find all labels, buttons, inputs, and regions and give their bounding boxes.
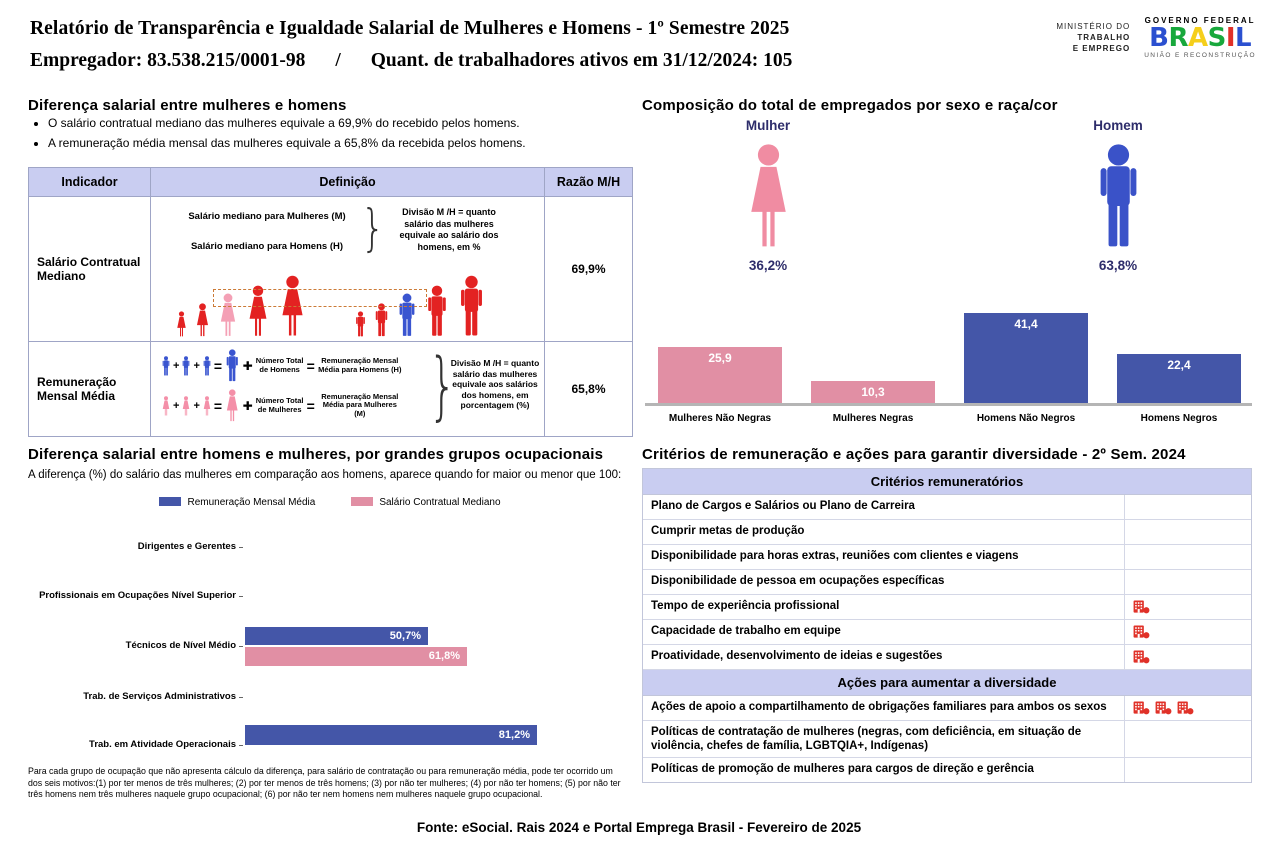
page-title: Relatório de Transparência e Igualdade Salarial de Mulheres e Homens - 1º Semestre 2025 (30, 18, 790, 39)
table-row (29, 342, 633, 437)
male-percentage: 63,8% (1098, 258, 1138, 273)
company-icon (1133, 701, 1150, 715)
criteria-row (643, 520, 1251, 545)
female-figure-icon (224, 389, 241, 422)
salary-indicators-table (28, 167, 633, 437)
occupation-label: Trab. de Serviços Administrativos (83, 691, 236, 702)
criteria-row (643, 758, 1251, 782)
male-figure-icon (224, 349, 241, 382)
average-formulas (161, 349, 403, 422)
legend-swatch (159, 497, 181, 506)
female-figure-icon (202, 396, 212, 416)
total-label: Número Total de Homens (255, 356, 304, 374)
criteria-row (643, 545, 1251, 570)
criteria-label: Cumprir metas de produção (651, 525, 805, 537)
occupation-label: Técnicos de Nível Médio (125, 640, 236, 651)
criteria-table (642, 468, 1252, 783)
brace-glyph: } (360, 199, 385, 257)
axis-tick (239, 745, 243, 746)
brasil-logo (1144, 16, 1256, 59)
formula-line (161, 349, 403, 382)
median-highlight-box (213, 289, 427, 307)
plus-icon: + (193, 399, 200, 412)
equals-icon: = (306, 397, 315, 414)
criteria-label: Capacidade de trabalho em equipe (651, 625, 841, 637)
definition-diagram-median (151, 197, 545, 342)
male-figure-icon (456, 275, 487, 337)
occupation-label: Profissionais em Ocupações Nível Superior (39, 590, 236, 601)
criteria-label: Políticas de contratação de mulheres (negras, com deficiência, em situação de violência, chefes de família, LGBTQIA+, Indígenas) (651, 726, 1082, 752)
axis-tick (239, 646, 243, 647)
uniao-tagline: UNIÃO E RECONSTRUÇÃO (1144, 52, 1256, 59)
bar-2 (964, 313, 1088, 403)
axis-tick (239, 596, 243, 597)
axis-tick (239, 547, 243, 548)
female-percentage: 36,2% (748, 258, 788, 273)
brace-glyph: } (428, 343, 457, 429)
table-row (29, 197, 633, 342)
x-axis-line (645, 403, 1252, 406)
criteria-icons (1124, 570, 1251, 594)
chart-legend (28, 497, 632, 508)
criteria-row (643, 696, 1251, 721)
male-figure-icon (161, 356, 171, 376)
male-label: Homem (1093, 118, 1143, 133)
brand-letter: B (1149, 23, 1169, 53)
section-title-composition: Composição do total de empregados por sexo e raça/cor (642, 97, 1058, 114)
male-figure-icon (202, 356, 212, 376)
definition-diagram-average (151, 342, 545, 437)
criteria-label: Proatividade, desenvolvimento de ideias e sugestões (651, 650, 943, 662)
brand-letter: R (1168, 23, 1188, 53)
criteria-icons (1124, 758, 1251, 782)
bar-0 (658, 347, 782, 403)
employer-id: Empregador: 83.538.215/0001-98 (30, 50, 306, 71)
female-figure-icon (194, 303, 211, 337)
criteria-label: Políticas de promoção de mulheres para cargos de direção e gerência (651, 763, 1034, 775)
median-women-label: Salário mediano para Mulheres (M) (188, 211, 346, 222)
composition-bar-chart (645, 296, 1252, 426)
chart-footnote: Para cada grupo de ocupação que não apresenta cálculo da diferença, para salário de contratação ou para remuneração média, pode ter ocorrido um dos seis motivos:(1) por ter menos de três mulheres; (2) por ter menos de três homens; (3) por não ter mulheres; (4) por não ter homens; (5) por não ter três homens nem três mulheres naquele grupo ocupacional; (6) por não ter nem homens nem mulheres naquele grupo ocupacional. (28, 766, 621, 799)
company-icon (1133, 600, 1150, 614)
bar-1 (811, 381, 935, 403)
result-label: Remuneração Mensal Média para Homens (H) (318, 356, 402, 374)
equals-icon: = (306, 357, 315, 374)
plus-icon: + (173, 359, 180, 372)
occupation-label: Dirigentes e Gerentes (137, 541, 236, 552)
criteria-label: Plano de Cargos e Salários ou Plano de Carreira (651, 500, 915, 512)
indicator-name: Salário Contratual Mediano (29, 197, 151, 342)
criteria-icons (1124, 545, 1251, 569)
male-figure-icon (354, 311, 367, 337)
criteria-icons (1124, 520, 1251, 544)
employer-line (30, 50, 792, 72)
section-title-salary-gap: Diferença salarial entre mulheres e homens (28, 97, 347, 114)
male-composition (1028, 118, 1208, 273)
ratio-value: 65,8% (545, 342, 633, 437)
hbar-pink: 61,8% (245, 647, 467, 666)
salary-gap-bullets (34, 116, 633, 156)
criteria-section-header: Critérios remuneratórios (643, 469, 1251, 495)
female-figure-icon (742, 143, 795, 249)
col-razao: Razão M/H (545, 168, 633, 197)
bar-value-label: 10,3 (861, 385, 885, 399)
female-label: Mulher (745, 118, 791, 133)
female-composition (678, 118, 858, 273)
result-label: Remuneração Mensal Média para Mulheres (M) (321, 391, 399, 418)
legend-item: Salário Contratual Mediano (351, 497, 500, 508)
company-icon (1177, 701, 1194, 715)
separator: / (335, 50, 341, 71)
criteria-row (643, 645, 1251, 670)
brand-letter: L (1235, 23, 1252, 53)
legend-swatch (351, 497, 373, 506)
female-figure-icon (175, 311, 188, 337)
divide-icon: ✚ (242, 358, 253, 373)
company-icon (1155, 701, 1172, 715)
female-figure-icon (161, 396, 171, 416)
criteria-icons (1124, 721, 1251, 757)
criteria-row (643, 570, 1251, 595)
brand-letter: S (1207, 23, 1226, 53)
division-note: Divisão M /H = quanto salário das mulheres equivale aos salários dos homens, em porcentagem (%) (450, 358, 540, 410)
male-figure-icon (181, 356, 191, 376)
ministry-label: MINISTÉRIO DO TRABALHO E EMPREGO (1056, 22, 1131, 53)
criteria-icons (1124, 645, 1251, 669)
criteria-label: Disponibilidade de pessoa em ocupações específicas (651, 575, 945, 587)
brand-letter: I (1225, 23, 1236, 53)
criteria-icons (1124, 696, 1251, 720)
occupation-label: Trab. em Atividade Operacionais (89, 739, 236, 750)
bar-value-label: 22,4 (1167, 358, 1191, 372)
median-men-label: Salário mediano para Homens (H) (190, 241, 344, 252)
criteria-label: Disponibilidade para horas extras, reuniões com clientes e viagens (651, 550, 1019, 562)
col-definicao: Definição (151, 168, 545, 197)
section-title-occupational: Diferença salarial entre homens e mulheres, por grandes grupos ocupacionais (28, 446, 604, 463)
occupational-bar-chart (28, 522, 632, 757)
col-indicador: Indicador (29, 168, 151, 197)
government-logo (1056, 16, 1256, 59)
equals-icon: = (213, 357, 223, 374)
criteria-row (643, 595, 1251, 620)
governo-federal-label: GOVERNO FEDERAL (1144, 16, 1256, 25)
criteria-icons (1124, 595, 1251, 619)
formula-line (161, 389, 403, 422)
female-figure-icon (181, 396, 191, 416)
bar-category-label: Mulheres Não Negras (668, 413, 772, 424)
company-icon (1133, 625, 1150, 639)
criteria-label: Tempo de experiência profissional (651, 600, 840, 612)
population-figures (175, 271, 487, 337)
plus-icon: + (193, 359, 200, 372)
bar-category-label: Homens Negros (1140, 413, 1218, 424)
source-footer: Fonte: eSocial. Rais 2024 e Portal Emprega Brasil - Fevereiro de 2025 (416, 820, 862, 835)
hbar-blue: 50,7% (245, 627, 428, 645)
criteria-row (643, 620, 1251, 645)
bar-category-label: Mulheres Negras (832, 413, 914, 424)
brasil-wordmark (1144, 25, 1256, 52)
legend-item: Remuneração Mensal Média (159, 497, 315, 508)
male-figure-icon (373, 303, 390, 337)
criteria-label: Ações de apoio a compartilhamento de obrigações familiares para ambos os sexos (651, 701, 1107, 713)
bar-category-label: Homens Não Negros (976, 413, 1076, 424)
male-figure-icon (424, 285, 450, 337)
actions-section-header: Ações para aumentar a diversidade (643, 670, 1251, 696)
occupational-subtitle: A diferença (%) do salário das mulheres em comparação aos homens, aparece quando for maior ou menor que 100: (28, 469, 622, 481)
division-note: Divisão M /H = quanto salário das mulheres equivale ao salário dos homens, em % (399, 207, 499, 252)
section-title-criteria: Critérios de remuneração e ações para garantir diversidade - 2º Sem. 2024 (642, 446, 1186, 463)
active-workers-count: Quant. de trabalhadores ativos em 31/12/2024: 105 (370, 50, 793, 71)
bullet-item: • O salário contratual mediano das mulheres equivale a 69,9% do recebido pelos homens. (48, 116, 633, 130)
bar-3 (1117, 354, 1241, 403)
criteria-row (643, 721, 1251, 758)
bar-value-label: 41,4 (1014, 317, 1038, 331)
criteria-icons (1124, 495, 1251, 519)
hbar-blue: 81,2% (245, 725, 537, 745)
criteria-icons (1124, 620, 1251, 644)
criteria-row (643, 495, 1251, 520)
company-icon (1133, 650, 1150, 664)
plus-icon: + (173, 399, 180, 412)
total-label: Número Total de Mulheres (255, 396, 304, 414)
table-header-row (29, 168, 633, 197)
bullet-item: • A remuneração média mensal das mulheres equivale a 65,8% da recebida pelos homens. (48, 136, 633, 150)
brand-letter: A (1187, 23, 1208, 53)
male-figure-icon (1092, 143, 1145, 249)
bar-value-label: 25,9 (708, 351, 732, 365)
ratio-value: 69,9% (545, 197, 633, 342)
divide-icon: ✚ (242, 398, 253, 413)
axis-tick (239, 697, 243, 698)
indicator-name: Remuneração Mensal Média (29, 342, 151, 437)
equals-icon: = (213, 397, 223, 414)
